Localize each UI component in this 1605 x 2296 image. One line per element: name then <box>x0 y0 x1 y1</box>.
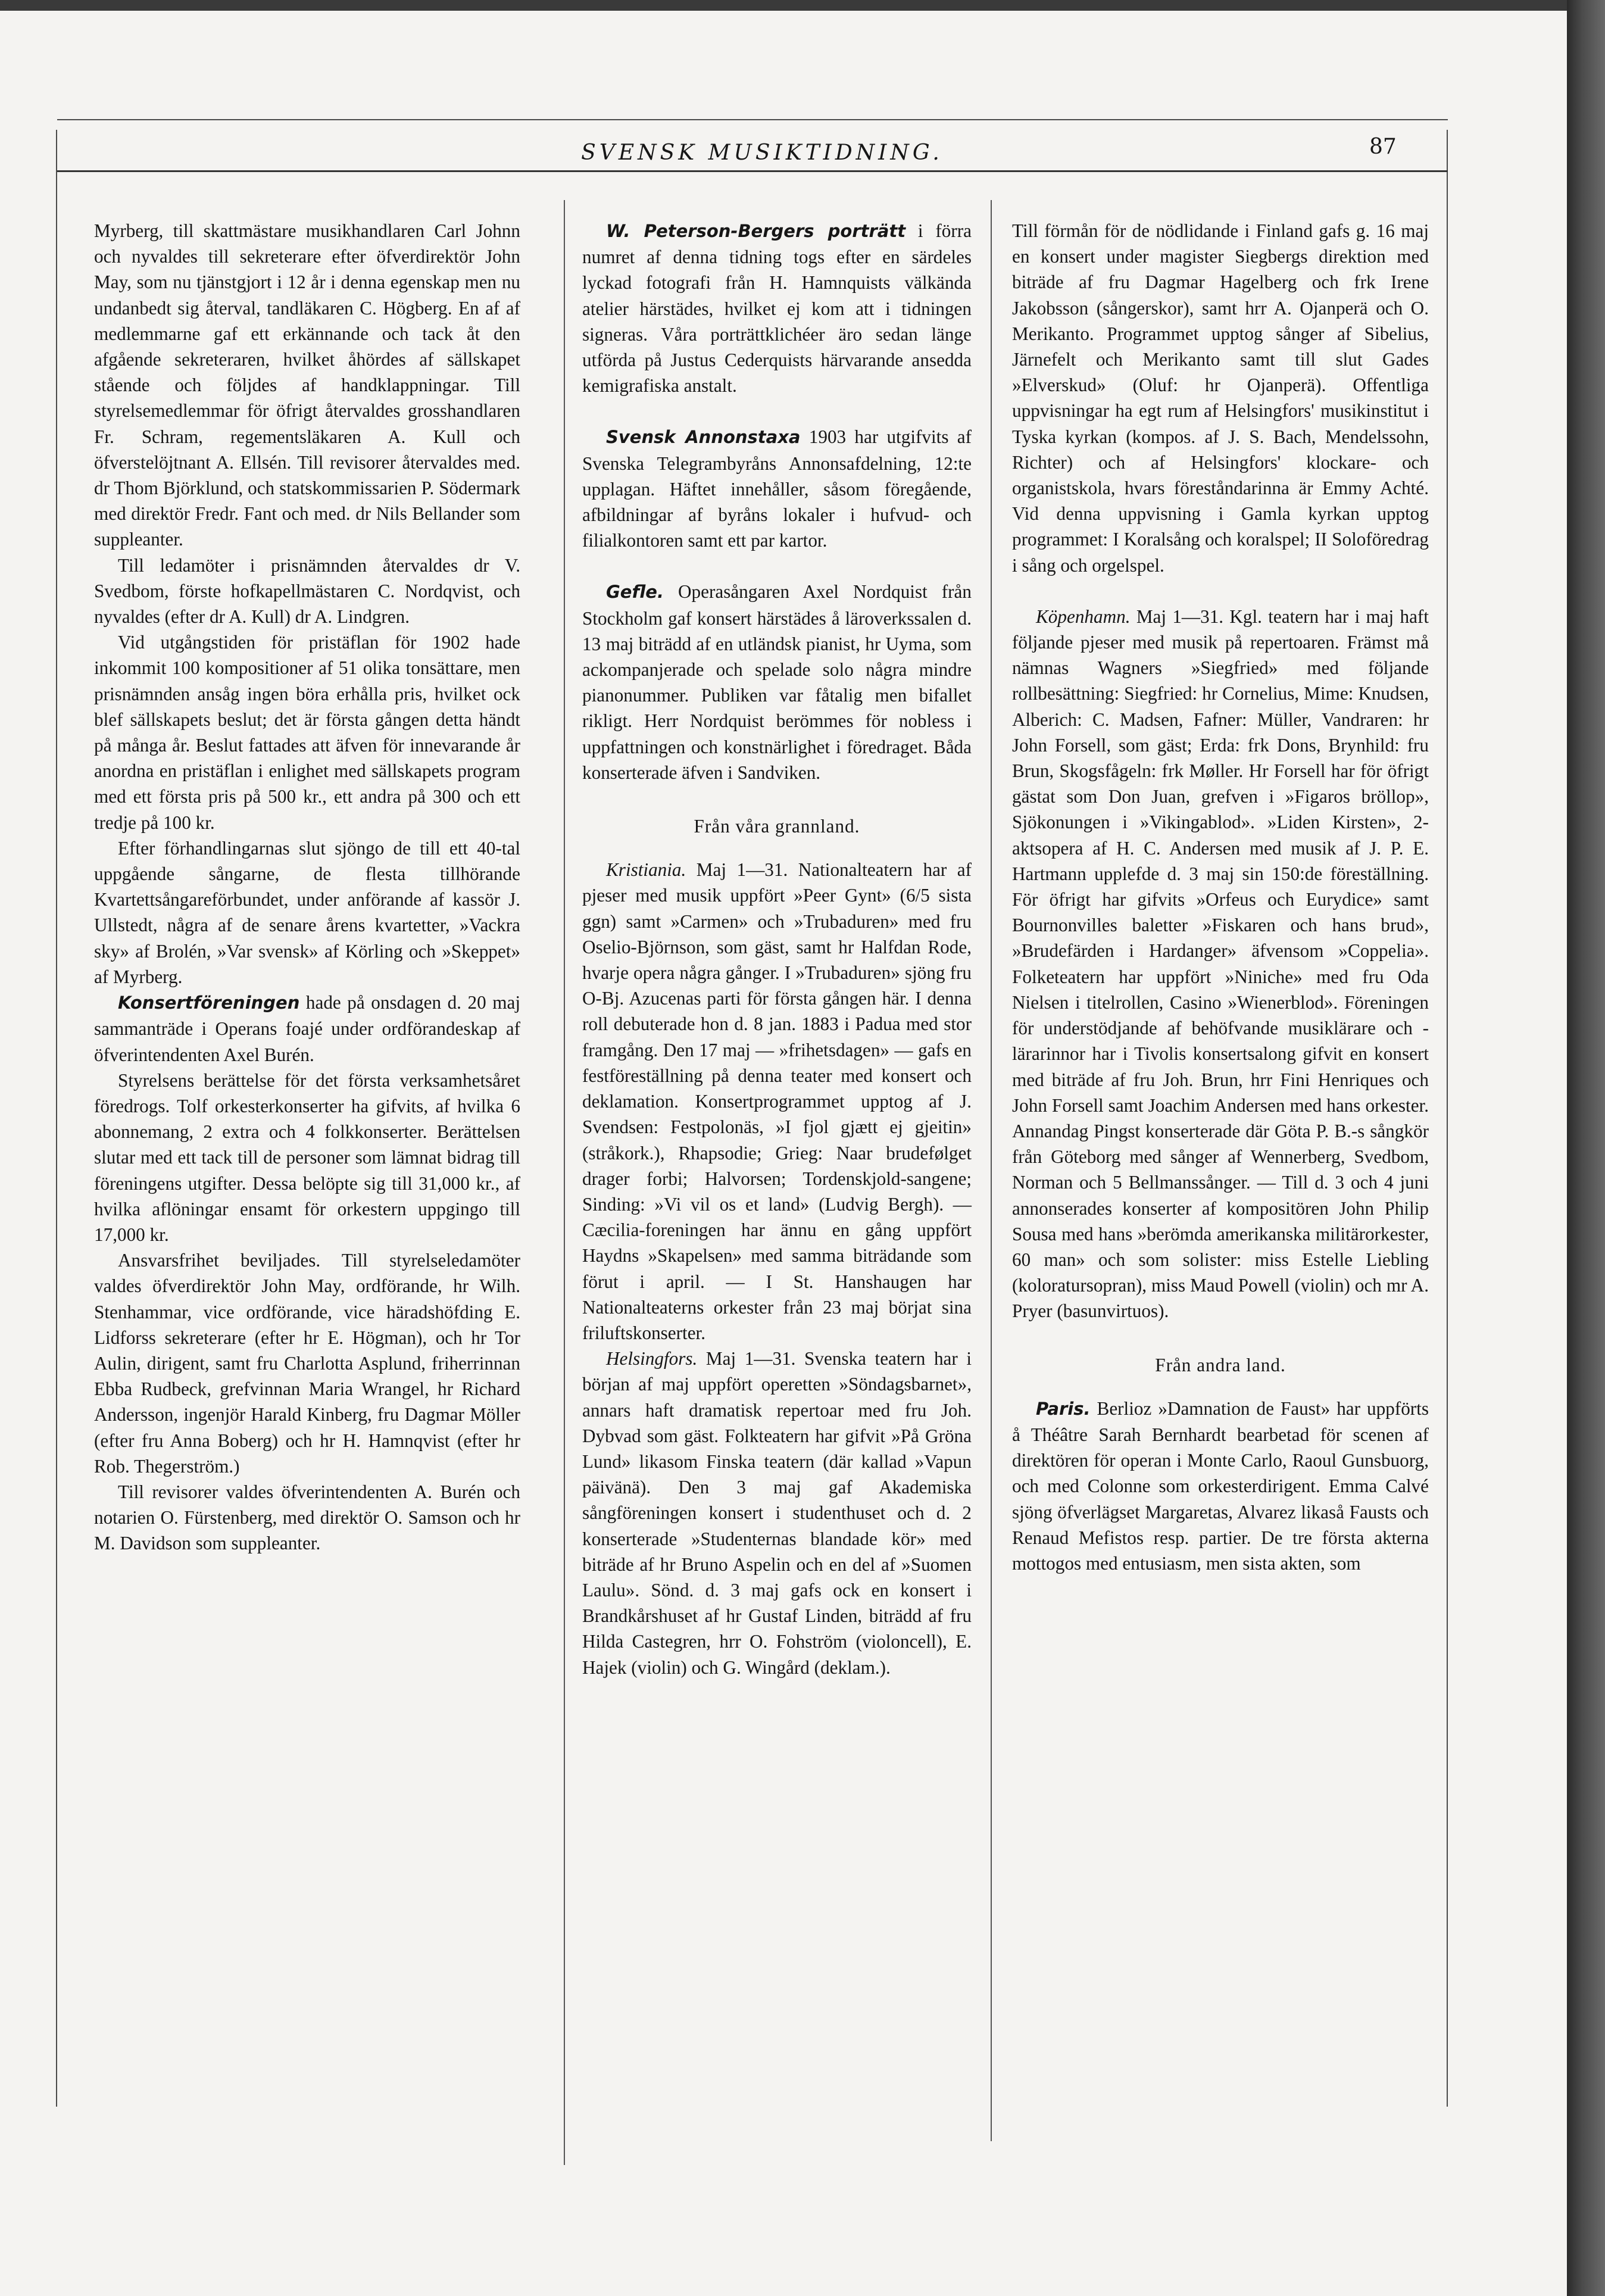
scan-right-edge <box>1567 0 1605 2296</box>
keyword: Svensk Annonstaxa <box>606 427 801 448</box>
keyword: W. Peterson-Bergers porträtt <box>606 221 906 241</box>
column-3 <box>1012 218 1429 1576</box>
page-number: 87 <box>1369 135 1397 159</box>
column-rule-1 <box>564 200 565 2165</box>
place-name: Kristiania. <box>606 859 686 881</box>
paragraph-text: Berlioz »Damnation de Faust» har uppförts å Théâtre Sarah Bernhardt bearbetad för scenen af direktören för operan i Monte Carlo, Raoul Gunsbuorg, och med Colonne som orkesterdirigent. Emma Calvé sjöng öfverlägset Margaretas, Alvarez likaså Fausts och Renaud Mefistos resp. partier. De tre första akterna mottogos med entusiasm, men sista akten, som <box>1012 1397 1429 1574</box>
page <box>0 11 1567 2296</box>
paragraph-text: Maj 1—31. Svenska teatern har i början af maj uppfört operetten »Söndagsbarnet», annars haft dramatisk repertoar med fru Joh. Dybvad som gäst. Folkteatern har gifvit »På Gröna Lund» likasom Finska teatern (där kallad »Vapun päivänä). Den 3 maj gaf Akademiska sångföreningen konsert i studenthuset och d. 2 konserterade »Studenternas blandade kör» med biträde af hr Bruno Aspelin och en del af »Suomen Laulu». Sönd. d. 3 maj gafs ock en konsert i Brandkårshuset af hr Gustaf Linden, biträdd af fru Hilda Castegren, hrr O. Fohström (violoncell), E. Hajek (violin) och G. Wingård (deklam.). <box>582 1348 972 1678</box>
paragraph-text: Maj 1—31. Nationalteatern har af pjeser med musik uppfört »Peer Gynt» (6/5 sista ggn) samt »Carmen» och »Trubaduren» med fru Oselio-Björnson, som gäst, samt hr Halfdan Rode, hvarje opera några gånger. I »Trubaduren» sjöng fru O-Bj. Azucenas parti för första gången här. I denna roll debuterade hon d. 8 jan. 1883 i Padua med stor framgång. Den 17 maj — »frihetsdagen» — gafs en festföreställning på denna teater med konsert och deklamation. Konsertprogrammet upptog af J. Svendsen: Festpolonäs, »I fjol gjætt ej gjeitin» (stråkork.), Rhapsodie; Grieg: Naar brudefølget drager forbi; Halvorsen; Tordenskjold-sangene; Sinding: »Vi vil os et land» (Ludvig Bergh). — Cæcilia-foreningen har ännu en gång uppfört Haydns »Skapelsen» med samma biträdande som förut i april. — I St. Hanshaugen har Nationalteaterns orkester från 23 maj börjat sina friluftskonserter. <box>582 859 972 1343</box>
paragraph <box>582 218 972 398</box>
paragraph <box>582 857 972 1346</box>
scan-top-edge <box>0 0 1567 11</box>
keyword: Gefle. <box>606 582 664 603</box>
paragraph-text: Operasångaren Axel Nordquist från Stockholm gaf konsert härstädes å läroverkssalen d. 13 maj biträdd af en utländsk pianist, hr Uyma, som ackompanjerade och spelade solo några mindre pianonummer. Publiken var fåtalig men bifallet rikligt. Herr Nordquist berömmes för nobless i uppfattningen och konstnärlighet i föredraget. Båda konserterade äfven i Sandviken. <box>582 581 972 783</box>
column-1 <box>94 218 520 1556</box>
paragraph <box>94 990 520 1068</box>
paragraph: Myrberg, till skattmästare musikhandlaren Carl Johnn och nyvaldes till sekreterare efter öfverdirektör John May, som nu tjänstgjort i 12 år i denna egenskap men nu undanbedt sig återval, tandläkaren C. Högberg. En af af medlemmarne gaf ett erkännande och tack åt den afgående sekreteraren, hvilket åhördes af sällskapet stående och följdes af handklappningar. Till styrelsemedlemmar för öfrigt återvaldes grosshandlaren Fr. Schram, regementsläkaren A. Kull och öfverstelöjtnant A. Ellsén. Till revisorer återvaldes med. dr Thom Björklund, och statskommissarien P. Södermark med direktör Fredr. Fant och med. dr Nils Bellander som suppleanter. <box>94 220 520 550</box>
outer-frame-right <box>1447 130 1448 2107</box>
paragraph <box>582 424 972 553</box>
section-heading: Från andra land. <box>1155 1354 1286 1375</box>
paragraph-text: hade på onsdagen d. 20 maj sammanträde i Operans foajé under ordförandeskap af öfverintendenten Axel Burén. <box>94 992 520 1065</box>
paragraph: Vid utgångstiden för pristäflan för 1902 hade inkommit 100 kompositioner af 51 olika tonsättare, men prisnämnden ansåg ingen böra erhålla pris, hvilket ock blef sällskapets beslut; det är första gången detta händt på många år. Beslut fattades att äfven för innevarande år anordna en pristäflan i enlighet med sällskapets program med ett första pris på 500 kr., ett andra på 300 och ett tredje på 100 kr. <box>94 632 520 833</box>
paragraph: Till revisorer valdes öfverintendenten A. Burén och notarien O. Fürstenberg, med direktör O. Samson och hr M. Davidson som suppleanter. <box>94 1481 520 1554</box>
place-name: Helsingfors. <box>606 1348 698 1370</box>
paragraph: Till förmån för de nödlidande i Finland gafs g. 16 maj en konsert under magister Siegbergs direktion med biträde af fru Dagmar Hagelberg och frk Irene Jakobsson (sångerskor), samt hrr A. Ojanperä och O. Merikanto. Programmet upptog sånger af Sibelius, Järnefelt och Merikanto samt till slut Gades »Elverskud» (Oluf: hr Ojanperä). Offentliga uppvisningar ha egt rum af Helsingfors' musikinstitut i Tyska kyrkan (kompos. af J. S. Bach, Mendelssohn, Richter) och af Helsingfors' klockare- och organistskola, hvars föreståndarinna är Emmy Achté. Vid denna uppvisning i Gamla kyrkan upptog programmet: I Koralsång och koralspel; II Soloföredrag i sång och orgelspel. <box>1012 220 1429 576</box>
paragraph-text: 1903 har utgifvits af Svenska Telegrambyråns Annonsafdelning, 12:te upplagan. Häftet innehåller, såsom föregående, afbildningar af byråns lokaler i hufvud- och filialkontoren samt ett par kartor. <box>582 426 972 551</box>
paragraph-text: i förra numret af denna tidning togs efter en särdeles lyckad fotografi från H. Hamnquists välkända atelier härstädes, hvilket ej kom att i tidningen signeras. Våra porträttklichéer äro sedan länge utförda på Justus Cederquists härvarande ansedda kemigrafiska anstalt. <box>582 220 972 397</box>
paragraph <box>582 1346 972 1680</box>
running-title: SVENSK MUSIKTIDNING. <box>581 141 943 165</box>
paragraph <box>1012 604 1429 1324</box>
keyword: Paris. <box>1036 1398 1091 1419</box>
column-rule-2 <box>991 200 992 2141</box>
outer-frame-top <box>57 119 1448 120</box>
keyword: Konsertföreningen <box>118 993 300 1013</box>
paragraph: Styrelsens berättelse för det första verksamhetsåret föredrogs. Tolf orkesterkonserter ha gifvits, af hvilka 6 abonnemang, 2 extra och 4 folkkonserter. Berättelsen slutar med ett tack till de personer som lämnat bidrag till föreningens utgifter. Dessa belöpte sig till 31,000 kr., af hvilka aflöningar ensamt för orkestern uppgingo till 17,000 kr. <box>94 1069 520 1245</box>
paragraph <box>1012 1396 1429 1576</box>
place-name: Köpenhamn. <box>1036 606 1131 627</box>
paragraph: Till ledamöter i prisnämnden återvaldes dr V. Svedbom, förste hofkapellmästaren C. Nordqvist, och nyvaldes (efter dr A. Kull) dr A. Lindgren. <box>94 554 520 628</box>
column-2 <box>582 218 972 1680</box>
paragraph: Ansvarsfrihet beviljades. Till styrelseledamöter valdes öfverdirektör John May, ordförande, hr Wilh. Stenhammar, vice ordförande, vice häradshöfding E. Lidforss sekreterare (efter hr E. Högman), och hr Tor Aulin, dirigent, samt fru Charlotta Asplund, friherrinnan Ebba Rudbeck, grefvinnan Maria Wrangel, hr Richard Andersson, ingenjör Harald Kinberg, fru Dagmar Möller (efter fru Anna Boberg) och hr H. Hamnqvist (efter hr Rob. Thegerström.) <box>94 1250 520 1477</box>
paragraph: Efter förhandlingarnas slut sjöngo de till ett 40-tal uppgående sångarne, de flesta tillhörande Kvartettsångareförbundet, under anförande af kassör J. Ullstedt, några af de senare årens kvartetter, »Vackra sky» af Brolén, »Var svensk» af Körling och »Skeppet» af Myrberg. <box>94 837 520 987</box>
paragraph-text: Maj 1—31. Kgl. teatern har i maj haft följande pjeser med musik på repertoaren. Främst må nämnas Wagners »Siegfried» med följande rollbesättning: Siegfried: hr Cornelius, Mime: Knudsen, Alberich: C. Madsen, Fafner: Müller, Vandraren: hr John Forsell, som gäst; Erda: frk Dons, Brynhild: fru Brun, Skogsfågeln: frk Møller. Hr Forsell har för öfrigt gästat som Don Juan, grefven i »Figaros bröllop», Sjökonungen i »Vikingablod». »Liden Kirsten», 2-aktsopera af H. C. Andersen med musik af J. P. E. Hartmann upplefde d. 3 maj sin 150:de föreställning. För öfrigt har gifvits »Orfeus och Eurydice» samt Bournonvilles baletter »Fiskaren och hans brud», »Brudefärden i Hardanger» äfvensom »Coppelia». Folketeatern har uppfört »Niniche» med fru Oda Nielsen i titelrollen, Casino »Wienerblod». Föreningen för understödjande af behöfvande musiklärare och -lärarinnor har i Tivolis konsertsalong gifvit en konsert med biträde af fru Joh. Brun, hrr Fini Henriques och John Forsell samt Joachim Andersen med hans orkester. Annandag Pingst konserterade där Göta P. B.-s sångkör från Göteborg med sånger af Wennerberg, Svedbom, Norman och 5 Bellmanssånger. — Till d. 3 och 4 juni annonserades konserter af kompositören John Philip Sousa med hans »berömda amerikanska militärorkester, 60 man» och som solister: miss Estelle Liebling (koloratursopran), miss Maud Powell (violin) och mr A. Pryer (basunvirtuos). <box>1012 606 1429 1322</box>
outer-frame-left <box>56 130 57 2107</box>
section-heading: Från våra grannland. <box>694 816 860 837</box>
paragraph <box>582 579 972 785</box>
header-rule <box>57 170 1448 172</box>
